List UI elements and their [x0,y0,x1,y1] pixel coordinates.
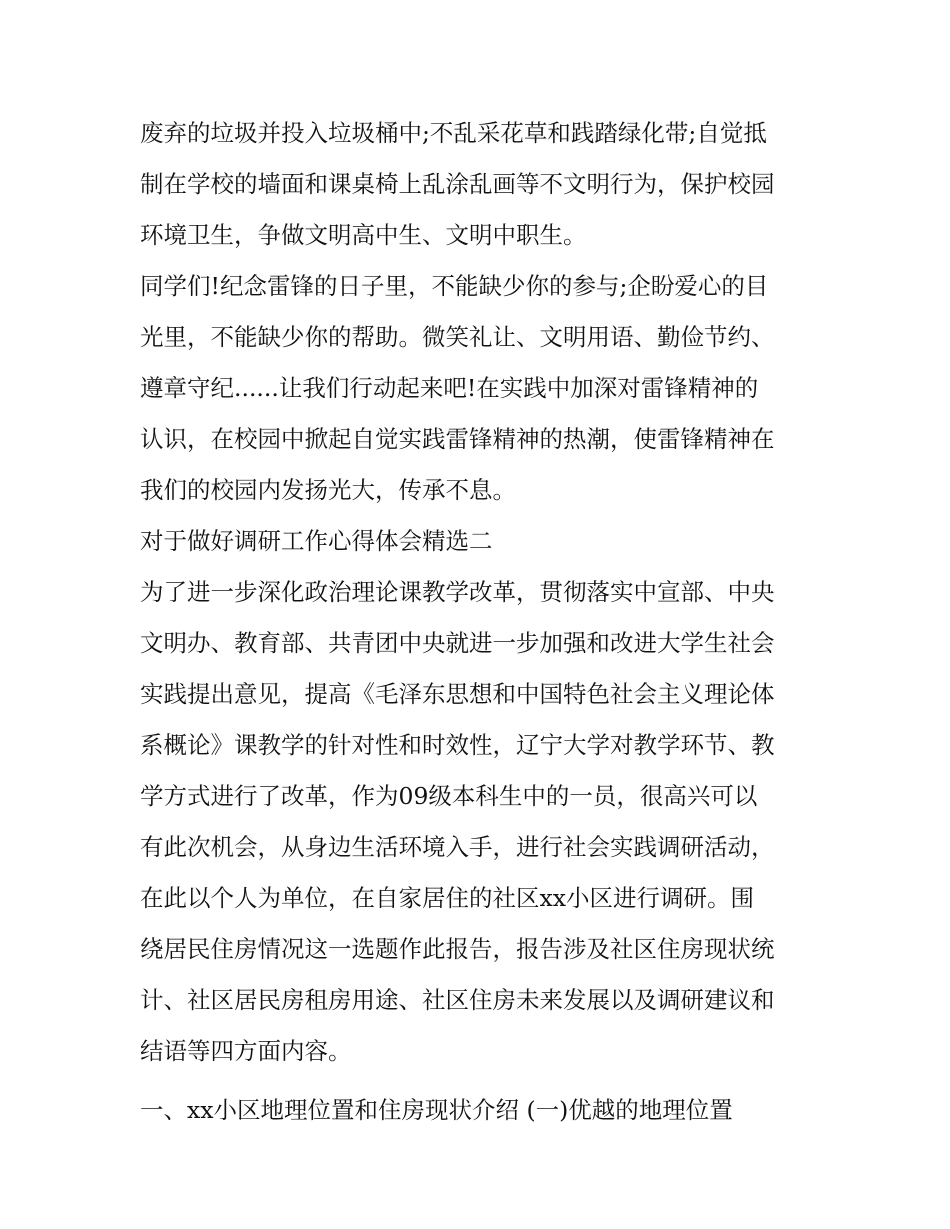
document-body [140,108,820,1136]
text-line: 为了进一步深化政治理论课教学改革，贯彻落实中宣部、中央 [140,578,775,606]
text-line: 结语等四方面内容。 [140,1037,352,1065]
text-line: 我们的校园内发扬光大，传承不息。 [140,476,516,504]
section-subheading: 一、xx小区地理位置和住房现状介绍 (一)优越的地理位置 [140,1096,733,1124]
text-line: 认识，在校园中掀起自觉实践雷锋精神的热潮，使雷锋精神在 [140,425,775,453]
text-line: 制在学校的墙面和课桌椅上乱涂乱画等不文明行为，保护校园 [140,170,775,198]
text-line: 环境卫生，争做文明高中生、文明中职生。 [140,221,587,249]
text-line: 学方式进行了改革，作为09级本科生中的一员，很高兴可以 [140,782,758,810]
text-line: 同学们!纪念雷锋的日子里，不能缺少你的参与;企盼爱心的目 [140,272,769,300]
text-line: 在此以个人为单位，在自家居住的社区xx小区进行调研。围 [140,884,755,912]
text-line: 文明办、教育部、共青团中央就进一步加强和改进大学生社会 [140,629,775,657]
paragraph-gap [140,1077,820,1085]
text-line: 系概论》课教学的针对性和时效性，辽宁大学对教学环节、教 [140,731,775,759]
text-line: 光里，不能缺少你的帮助。微笑礼让、文明用语、勤俭节约、 [140,323,775,351]
text-line: 实践提出意见，提高《毛泽东思想和中国特色社会主义理论体 [140,680,775,708]
section-heading: 对于做好调研工作心得体会精选二 [140,527,493,555]
text-line: 遵章守纪......让我们行动起来吧!在实践中加深对雷锋精神的 [140,374,759,402]
text-line: 有此次机会，从身边生活环境入手，进行社会实践调研活动， [140,833,775,861]
text-line: 废弃的垃圾并投入垃圾桶中;不乱采花草和践踏绿化带;自觉抵 [140,119,767,147]
text-line: 计、社区居民房租房用途、社区住房未来发展以及调研建议和 [140,986,775,1014]
text-line: 绕居民住房情况这一选题作此报告，报告涉及社区住房现状统 [140,935,775,963]
